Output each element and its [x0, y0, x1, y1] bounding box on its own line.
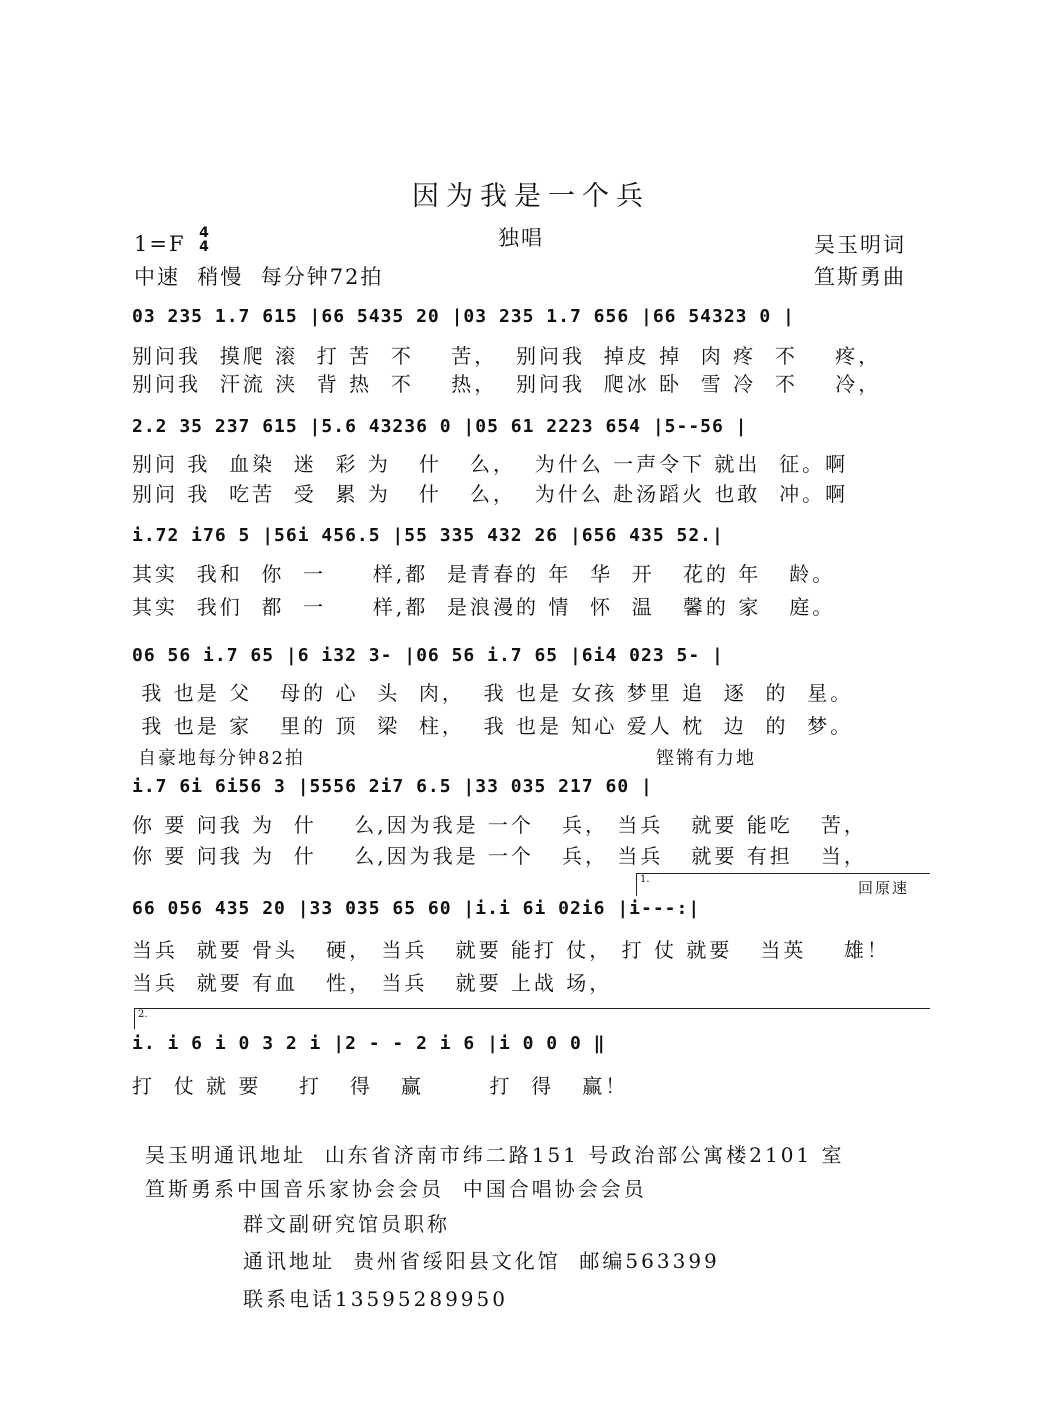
footer-composer-title: 群文副研究馆员职称 [243, 1212, 450, 1236]
score-line-2-notes: 2.2 35 237 615 |5.6 43236 0 |05 61 2223 654 |5--56 | [132, 416, 748, 437]
score-line-3-notes: i.72 i76 5 |56i 456.5 |55 335 432 26 |656 435 52.| [132, 525, 724, 546]
time-signature [196, 226, 212, 254]
song-title: 因为我是一个兵 [412, 181, 650, 212]
tempo-change-proud: 自豪地每分钟82拍 [138, 748, 305, 769]
expression-forceful: 铿锵有力地 [656, 748, 756, 769]
time-bottom: 4 [199, 239, 209, 255]
score-line-1-lyric-1: 别问我 摸爬 滚 打 苦 不 苦， 别问我 掉皮 掉 肉 疼 不 疼， [132, 344, 882, 368]
score-line-6-notes: 66 056 435 20 |33 035 65 60 |i.i 6i 02i6 |i---:| [132, 898, 701, 919]
score-line-3-lyric-2: 其实 我们 都 一 样,都 是浪漫的 情 怀 温 馨的 家 庭。 [132, 595, 836, 619]
footer-lyricist-address: 吴玉明通讯地址 山东省济南市纬二路151 号政治部公寓楼2101 室 [145, 1143, 845, 1167]
score-line-5-lyric-1: 你 要 问我 为 什 么,因为我是 一个 兵， 当兵 就要 能吃 苦， [132, 813, 867, 837]
score-line-7-notes: i. i 6 i 0 3 2 i |2 - - 2 i 6 |i 0 0 0 ‖ [132, 1033, 606, 1054]
score-line-5-lyric-2: 你 要 问我 为 什 么,因为我是 一个 兵， 当兵 就要 有担 当， [132, 844, 867, 868]
score-line-1-notes: 03 235 1.7 615 |66 5435 20 |03 235 1.7 656 |66 54323 0 | [132, 306, 795, 327]
score-line-6-lyric-2: 当兵 就要 有血 性， 当兵 就要 上战 场， [132, 971, 613, 995]
footer-composer-membership: 笪斯勇系中国音乐家协会会员 中国合唱协会会员 [145, 1177, 647, 1201]
volta-2-label: 2. [138, 1009, 148, 1020]
footer-phone: 联系电话13595289950 [243, 1287, 508, 1311]
volta-second-ending [134, 1008, 930, 1029]
score-line-4-lyric-2: 我 也是 家 里的 顶 梁 柱， 我 也是 知心 爱人 枕 边 的 梦。 [132, 714, 854, 738]
key-signature: 1=F [134, 232, 186, 256]
score-line-2-lyric-1: 别问 我 血染 迷 彩 为 什 么， 为什么 一声令下 就出 征。啊 [132, 452, 849, 476]
tempo-return: 回原速 [858, 879, 910, 897]
score-line-7-lyric-1: 打 仗 就 要 打 得 赢 打 得 赢！ [132, 1074, 629, 1098]
score-line-2-lyric-2: 别问 我 吃苦 受 累 为 什 么， 为什么 赴汤蹈火 也敢 冲。啊 [132, 482, 849, 506]
composer: 笪斯勇曲 [814, 265, 906, 289]
score-line-3-lyric-1: 其实 我和 你 一 样,都 是青春的 年 华 开 花的 年 龄。 [132, 562, 836, 586]
volta-1-label: 1. [640, 874, 650, 885]
footer-composer-address: 通讯地址 贵州省绥阳县文化馆 邮编563399 [243, 1249, 720, 1273]
time-top: 4 [199, 225, 209, 241]
score-line-4-lyric-1: 我 也是 父 母的 心 头 肉， 我 也是 女孩 梦里 追 逐 的 星。 [132, 681, 854, 705]
score-line-4-notes: 06 56 i.7 65 |6 i32 3- |06 56 i.7 65 |6i4 023 5- | [132, 645, 724, 666]
song-subtitle: 独唱 [498, 226, 544, 250]
score-line-5-notes: i.7 6i 6i56 3 |5556 2i7 6.5 |33 035 217 60 | [132, 776, 653, 797]
tempo-marking: 中速 稍慢 每分钟72拍 [134, 265, 384, 289]
lyricist: 吴玉明词 [814, 233, 906, 257]
score-line-6-lyric-1: 当兵 就要 骨头 硬， 当兵 就要 能打 仗， 打 仗 就要 当英 雄！ [132, 938, 890, 962]
score-line-1-lyric-2: 别问我 汗流 浃 背 热 不 热， 别问我 爬冰 卧 雪 冷 不 冷， [132, 372, 882, 396]
